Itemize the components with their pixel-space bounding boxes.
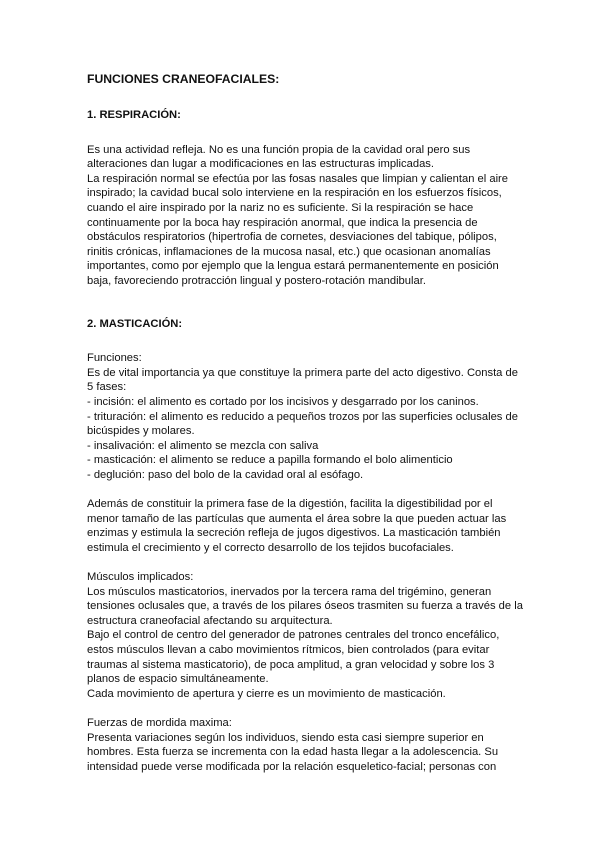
section-heading-respiracion: 1. RESPIRACIÓN: bbox=[87, 109, 181, 121]
section-heading-masticacion: 2. MASTICACIÓN: bbox=[87, 317, 183, 330]
paragraph-respiracion bbox=[87, 143, 522, 289]
text-line: obstáculos respiratorios (hipertrofia de cornetes, desviaciones del tabique, pólipos, bbox=[87, 231, 497, 244]
text-line: Presenta variaciones según los individuos, siendo esta casi siempre superior en bbox=[87, 731, 484, 744]
text-line: Los músculos masticatorios, inervados por la tercera rama del trigémino, generan bbox=[87, 585, 492, 598]
document-title: FUNCIONES CRANEOFACIALES: bbox=[87, 72, 280, 86]
paragraph-digestion bbox=[87, 497, 522, 555]
text-line: cuando el aire inspirado por la nariz no es suficiente. Si la respiración se hace bbox=[87, 201, 474, 214]
text-line: Cada movimiento de apertura y cierre es un movimiento de masticación. bbox=[87, 687, 446, 700]
text-line: hombres. Esta fuerza se incrementa con la edad hasta llegar a la adolescencia. Su bbox=[87, 746, 499, 759]
text-line: tensiones oclusales que, a través de los pilares óseos trasmiten su fuerza a través de la bbox=[87, 600, 523, 613]
text-line: Además de constituir la primera fase de la digestión, facilita la digestibilidad por el bbox=[87, 498, 493, 511]
text-line: Bajo el control de centro del generador de patrones centrales del tronco encefálico, bbox=[87, 629, 500, 642]
text-line: rinitis crónicas, inflamaciones de la mucosa nasal, etc.) que ocasionan anomalías bbox=[87, 245, 491, 258]
text-line: - incisión: el alimento es cortado por los incisivos y desgarrado por los caninos. bbox=[87, 395, 479, 408]
text-line: baja, favoreciendo protracción lingual y postero-rotación mandibular. bbox=[87, 274, 426, 287]
text-line: - masticación: el alimento se reduce a papilla formando el bolo alimenticio bbox=[87, 454, 453, 467]
text-line: - trituración: el alimento es reducido a pequeños trozos por las superficies oclusales de bbox=[87, 410, 518, 423]
paragraph-funciones bbox=[87, 351, 522, 482]
text-line: estructura craneofacial afectando su arquitectura. bbox=[87, 614, 333, 627]
text-line: - deglución: paso del bolo de la cavidad oral al esófago. bbox=[87, 468, 364, 481]
text-line: menor tamaño de las partículas que aumenta el área sobre la que pueden actuar las bbox=[87, 512, 507, 525]
text-line: 5 fases: bbox=[87, 381, 127, 394]
text-line: planos de espacio simultáneamente. bbox=[87, 673, 269, 686]
text-line: bicúspides y molares. bbox=[87, 425, 195, 438]
text-line: enzimas y estimula la secreción refleja de jugos digestivos. La masticación también bbox=[87, 527, 501, 540]
text-line: Funciones: bbox=[87, 352, 142, 365]
text-line: estimula el crecimiento y el correcto desarrollo de los tejidos bucofaciales. bbox=[87, 541, 454, 554]
text-line: continuamente por la boca hay respiración anormal, que indica la presencia de bbox=[87, 216, 478, 229]
text-line: intensidad puede verse modificada por la relación esqueletico-facial; personas con bbox=[87, 760, 497, 773]
paragraph-fuerzas bbox=[87, 716, 522, 774]
paragraph-musculos bbox=[87, 570, 522, 701]
text-line: importantes, como por ejemplo que la lengua estará permanentemente en posición bbox=[87, 260, 499, 273]
text-line: traumas al sistema masticatorio), de poca amplitud, a gran velocidad y sobre los 3 bbox=[87, 658, 495, 671]
text-line: Fuerzas de mordida maxima: bbox=[87, 716, 232, 729]
text-line: Músculos implicados: bbox=[87, 571, 194, 584]
text-line: inspirado; la cavidad bucal solo interviene en la respiración en los esfuerzos físicos, bbox=[87, 187, 502, 200]
text-line: alteraciones dan lugar a modificaciones en las estructuras implicadas. bbox=[87, 158, 434, 171]
text-line: estos músculos llevan a cabo movimientos rítmicos, bien controlados (para evitar bbox=[87, 644, 490, 656]
text-line: - insalivación: el alimento se mezcla con saliva bbox=[87, 439, 319, 452]
text-line: Es de vital importancia ya que constituye la primera parte del acto digestivo. Consta de bbox=[87, 366, 518, 379]
text-line: La respiración normal se efectúa por las fosas nasales que limpian y calientan el aire bbox=[87, 172, 509, 185]
text-line: Es una actividad refleja. No es una función propia de la cavidad oral pero sus bbox=[87, 143, 471, 156]
